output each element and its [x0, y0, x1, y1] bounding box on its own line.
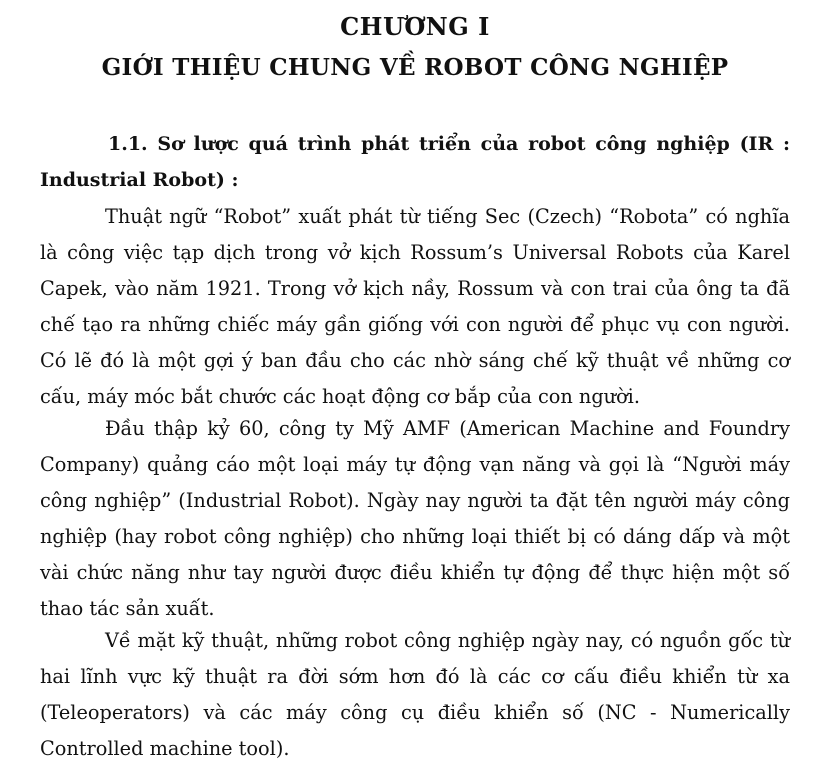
section-heading: 1.1. Sơ lược quá trình phát triển của robot công nghiệp (IR : Industrial Robot) : — [40, 133, 790, 191]
paragraph-3: Về mặt kỹ thuật, những robot công nghiệp ngày nay, có nguồn gốc từ hai lĩnh vực kỹ thuật ra đời sớm hơn đó là các cơ cấu điều khiển từ xa (Teleoperators) và các máy công cụ điều khiển số (NC - Numerically Controlled machine tool). — [40, 629, 790, 760]
paragraph-1: Thuật ngữ “Robot” xuất phát từ tiếng Sec (Czech) “Robota” có nghĩa là công việc tạp dịch trong vở kịch Rossum’s Universal Robots của Karel Capek, vào năm 1921. Trong vở kịch nầy, Rossum và con trai của ông ta đã chế tạo ra những chiếc máy gần giống với con người để phục vụ con người. Có lẽ đó là một gợi ý ban đầu cho các nhờ sáng chế kỹ thuật về những cơ cấu, máy móc bắt chước các hoạt động cơ bắp của con người. — [40, 205, 790, 408]
chapter-number: CHƯƠNG I — [340, 12, 490, 41]
chapter-title: GIỚI THIỆU CHUNG VỀ ROBOT CÔNG NGHIỆP — [101, 54, 729, 81]
paragraph-2: Đầu thập kỷ 60, công ty Mỹ AMF (American Machine and Foundry Company) quảng cáo một loại máy tự động vạn năng và gọi là “Người máy công nghiệp” (Industrial Robot). Ngày nay người ta đặt tên người máy công nghiệp (hay robot công nghiệp) cho những loại thiết bị có dáng dấp và một vài chức năng như tay người được điều khiển tự động để thực hiện một số thao tác sản xuất. — [40, 417, 790, 620]
